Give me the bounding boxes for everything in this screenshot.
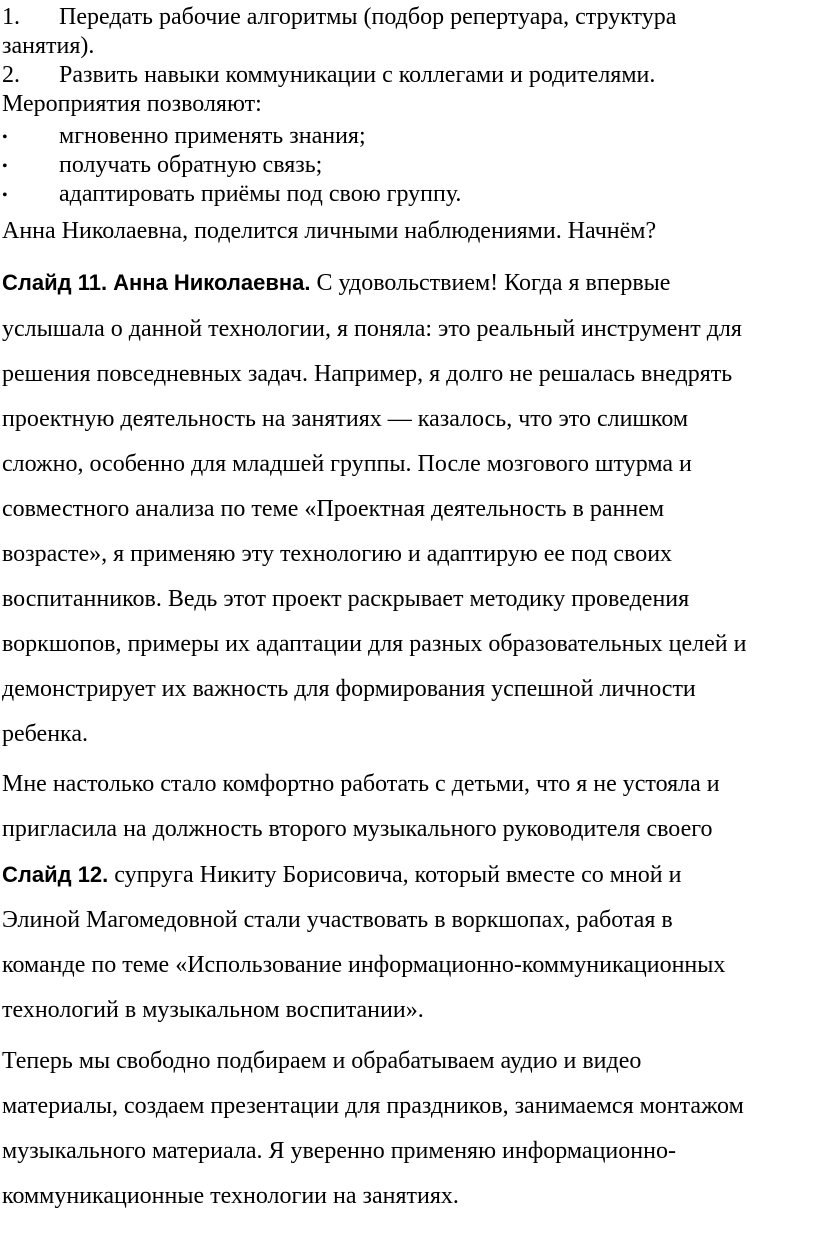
paragraph-line: материалы, создаем презентации для праздников, занимаемся монтажом <box>2 1093 744 1119</box>
paragraph-line: команде по теме «Использование информационно-коммуникационных <box>2 952 726 978</box>
handover-sentence: Анна Николаевна, поделится личными наблюдениями. Начнём? <box>2 218 657 244</box>
bullet-icon: • <box>2 129 8 146</box>
speaker-name: Анна Николаевна. <box>113 270 311 295</box>
paragraph-line: Элиной Магомедовной стали участвовать в воркшопах, работая в <box>2 907 673 933</box>
paragraph-line: сложно, особенно для младшей группы. После мозгового штурма и <box>2 451 692 477</box>
paragraph-line: Мне настолько стало комфортно работать с детьми, что я не устояла и <box>2 771 720 797</box>
list-number: 2. <box>2 62 20 88</box>
paragraph-text: супруга Никиту Борисовича, который вместе со мной и <box>114 862 682 888</box>
paragraph-line: услышала о данной технологии, я поняла: это реальный инструмент для <box>2 316 742 342</box>
list-number: 1. <box>2 4 20 30</box>
list-item-2 <box>2 61 655 89</box>
paragraph-line: возрасте», я применяю эту технологию и адаптирую ее под своих <box>2 541 673 567</box>
slide12-first-line <box>2 861 681 889</box>
list-item-1-continuation: занятия). <box>2 33 95 59</box>
paragraph-line: ребенка. <box>2 721 88 747</box>
slide-label: Слайд 11. <box>2 270 108 295</box>
paragraph-line: проектную деятельность на занятиях — казалось, что это слишком <box>2 406 689 432</box>
events-intro: Мероприятия позволяют: <box>2 91 262 117</box>
bullet-item: получать обратную связь; <box>59 152 323 178</box>
list-text: Развить навыки коммуникации с коллегами и родителями. <box>59 62 656 88</box>
paragraph-line: воспитанников. Ведь этот проект раскрывает методику проведения <box>2 586 690 612</box>
paragraph-line: воркшопов, примеры их адаптации для разных образовательных целей и <box>2 631 747 657</box>
paragraph-line: демонстрирует их важность для формирования успешной личности <box>2 676 696 702</box>
list-text: Передать рабочие алгоритмы (подбор репертуара, структура <box>59 4 677 30</box>
bullet-icon: • <box>2 158 8 175</box>
list-item-1 <box>2 3 676 31</box>
paragraph-line: решения повседневных задач. Например, я долго не решалась внедрять <box>2 361 733 387</box>
bullet-icon: • <box>2 187 8 204</box>
paragraph-line: музыкального материала. Я уверенно применяю информационно- <box>2 1138 676 1164</box>
slide-label: Слайд 12. <box>2 862 109 887</box>
slide11-first-line <box>2 269 670 297</box>
bullet-item: мгновенно применять знания; <box>59 123 366 149</box>
paragraph-line: совместного анализа по теме «Проектная деятельность в раннем <box>2 496 665 522</box>
paragraph-line: Теперь мы свободно подбираем и обрабатываем аудио и видео <box>2 1048 642 1074</box>
paragraph-line: пригласила на должность второго музыкального руководителя своего <box>2 816 713 842</box>
paragraph-line: коммуникационные технологии на занятиях. <box>2 1183 459 1209</box>
paragraph-text: С удовольствием! Когда я впервые <box>316 270 671 296</box>
bullet-item: адаптировать приёмы под свою группу. <box>59 181 462 207</box>
paragraph-line: технологий в музыкальном воспитании». <box>2 997 424 1023</box>
